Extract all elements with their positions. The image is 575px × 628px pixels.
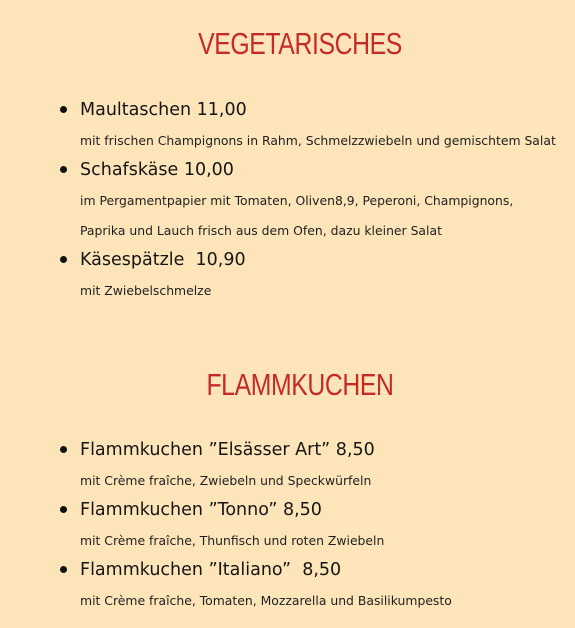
item-description: mit frischen Champignons in Rahm, Schmelzzwiebeln und gemischtem Salat: [80, 133, 556, 148]
bullet-icon: [60, 446, 67, 453]
bullet-icon: [60, 106, 67, 113]
item-name: Schafskäse 10,00: [80, 160, 234, 180]
item-description: Paprika und Lauch frisch aus dem Ofen, dazu kleiner Salat: [80, 223, 442, 238]
bullet-icon: [60, 166, 67, 173]
section-title: VEGETARISCHES: [198, 26, 402, 61]
item-description: mit Crème fraîche, Tomaten, Mozzarella und Basilikumpesto: [80, 593, 452, 608]
item-name: Flammkuchen ”Elsässer Art” 8,50: [80, 440, 375, 460]
item-description: mit Crème fraîche, Thunfisch und roten Zwiebeln: [80, 533, 385, 548]
item-name: Käsespätzle 10,90: [80, 250, 246, 270]
section-title: FLAMMKUCHEN: [206, 367, 394, 402]
item-description: mit Zwiebelschmelze: [80, 283, 212, 298]
item-name: Maultaschen 11,00: [80, 100, 247, 120]
item-description: mit Crème fraîche, Zwiebeln und Speckwürfeln: [80, 473, 372, 488]
item-description: im Pergamentpapier mit Tomaten, Oliven8,9, Peperoni, Champignons,: [80, 193, 514, 208]
item-name: Flammkuchen ”Italiano” 8,50: [80, 560, 342, 580]
item-name: Flammkuchen ”Tonno” 8,50: [80, 500, 322, 520]
bullet-icon: [60, 256, 67, 263]
bullet-icon: [60, 566, 67, 573]
bullet-icon: [60, 506, 67, 513]
